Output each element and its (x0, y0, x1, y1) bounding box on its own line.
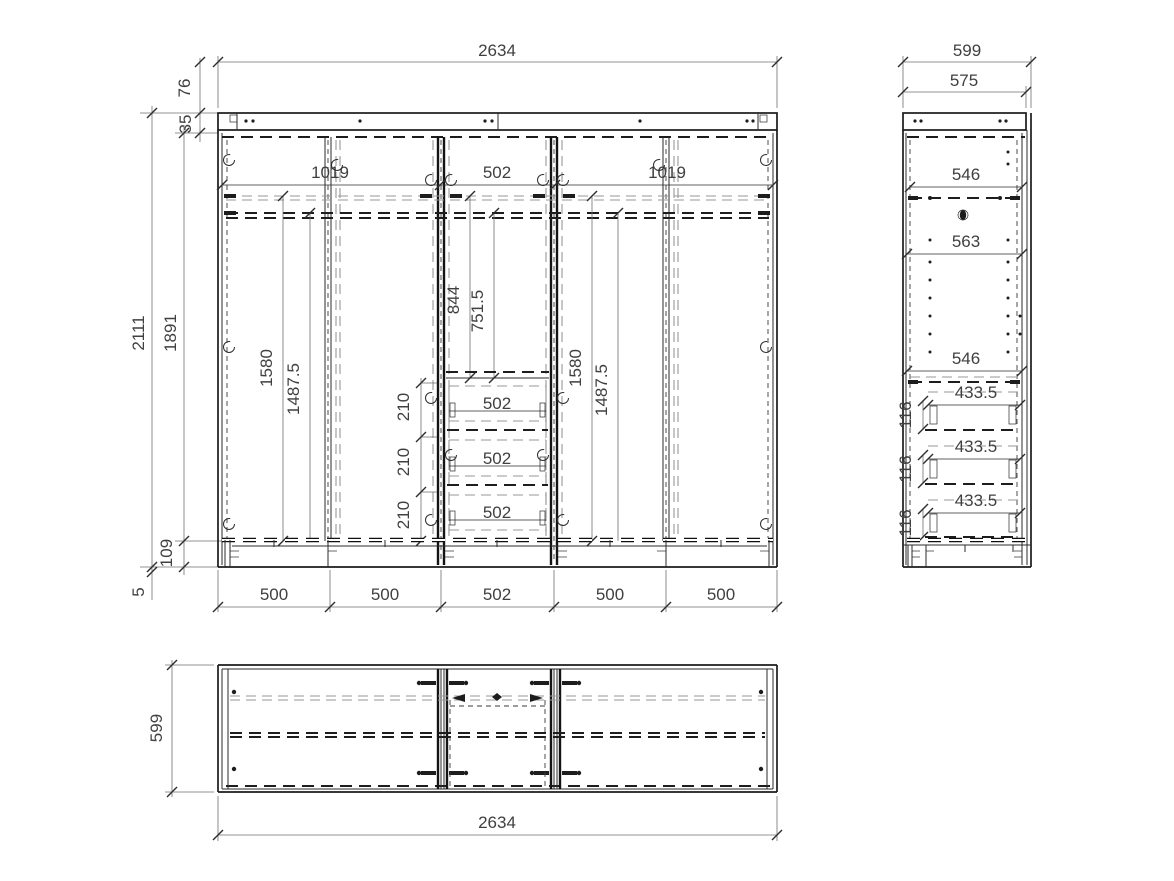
side-drawer2-depth-label: 433.5 (954, 437, 998, 456)
side-dim-shelf-mid (902, 349, 1027, 382)
front-hang-right-outer-label: 1580 (566, 349, 585, 387)
front-center-inner-label: 751.5 (468, 289, 487, 333)
front-crown-gap-label: 35 (176, 114, 195, 134)
front-hinge-marks (224, 155, 772, 530)
front-hang-left-outer-label: 1580 (257, 349, 276, 387)
side-lock-and-shelf-563 (902, 210, 1027, 259)
side-shelf-top-label: 546 (951, 165, 981, 184)
front-center-upper-label: 844 (444, 285, 463, 315)
front-floor-gap-label: 5 (129, 587, 148, 597)
front-crown-panel (218, 113, 777, 130)
front-drawer2-width-label: 502 (482, 449, 512, 468)
front-drawer-stack (394, 372, 549, 546)
front-bay4-label: 500 (595, 585, 625, 604)
front-plinth (218, 540, 777, 567)
side-plinth (903, 540, 1031, 567)
side-drawer2-front-height-label: 116 (896, 455, 915, 483)
front-bay3-label: 502 (482, 585, 512, 604)
front-bay-center-label: 502 (482, 163, 512, 182)
plan-partitions (232, 669, 763, 789)
front-total-width-label: 2634 (478, 41, 516, 60)
plan-width-label: 2634 (478, 813, 516, 832)
side-drawer3-depth-label: 433.5 (954, 491, 998, 510)
front-partitions (325, 137, 678, 565)
side-drawer1-front-height-label: 116 (896, 401, 915, 429)
front-dim-bottom-bays (213, 570, 782, 612)
side-dim-depths (898, 41, 1036, 108)
side-dim-shelf-top (905, 165, 1027, 200)
front-dim-interior-heights (257, 191, 623, 546)
front-total-height-label: 2111 (129, 315, 148, 351)
front-rails (224, 196, 770, 218)
front-dim-bays (217, 163, 778, 190)
front-bay2-label: 500 (370, 585, 400, 604)
front-hang-left-inner-label: 1487.5 (284, 363, 303, 415)
front-bay1-label: 500 (259, 585, 289, 604)
side-drawers (896, 383, 1025, 542)
front-hang-right-inner-label: 1487.5 (592, 364, 611, 416)
front-drawer1-height-label: 210 (394, 392, 413, 422)
plan-view (147, 660, 782, 841)
front-interior-height-label: 1891 (161, 314, 180, 352)
side-crown-depth-label: 575 (949, 71, 979, 90)
plan-outline (218, 665, 777, 792)
side-drawer3-front-height-label: 116 (896, 509, 915, 537)
plan-dim-width (213, 796, 782, 841)
front-crown-height-label: 76 (175, 78, 194, 98)
front-view (129, 41, 782, 612)
front-bay-pair-left-label: 1019 (311, 163, 349, 182)
side-shelf-mid-label: 546 (951, 349, 981, 368)
front-drawer3-width-label: 502 (482, 503, 512, 522)
front-bay5-label: 500 (706, 585, 736, 604)
front-drawer3-height-label: 210 (394, 500, 413, 530)
plan-rails (230, 693, 765, 737)
side-total-depth-label: 599 (952, 41, 982, 60)
side-view (896, 41, 1036, 567)
front-drawer2-height-label: 210 (394, 447, 413, 477)
front-drawer1-width-label: 502 (482, 394, 512, 413)
side-drawer1-depth-label: 433.5 (954, 383, 998, 402)
front-dim-left-chain (129, 57, 222, 600)
side-crown-panel (903, 113, 1026, 130)
plan-depth-label: 599 (147, 713, 166, 743)
front-bay-pair-right-label: 1019 (648, 163, 686, 182)
side-shelf-upper-label: 563 (951, 232, 981, 251)
plan-dim-depth (147, 660, 214, 797)
front-plinth-height-label: 109 (157, 538, 176, 568)
front-dim-total-width (213, 41, 782, 108)
